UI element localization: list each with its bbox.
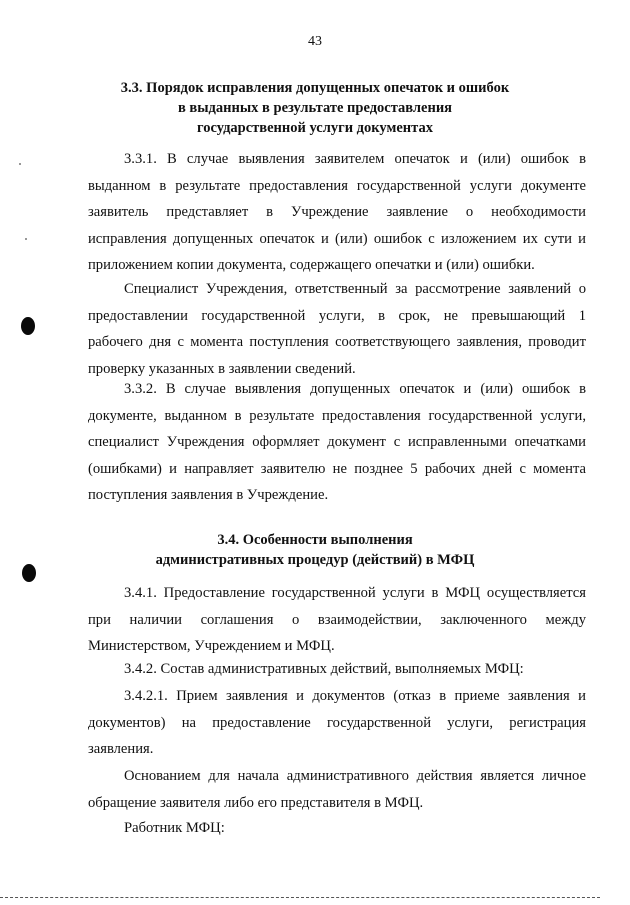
text-line: предоставлении государственной услуги, в срок, не превышающий 1 bbox=[88, 307, 586, 324]
title-line: административных процедур (действий) в МФЦ bbox=[155, 552, 475, 568]
text-line: приложением копии документа, содержащего опечатки и (или) ошибки. bbox=[88, 257, 535, 273]
paragraph-3-4-2-1 bbox=[88, 683, 586, 763]
title-line: в выданных в результате предоставления bbox=[177, 100, 453, 116]
punch-hole-mark bbox=[21, 317, 35, 335]
text-line: исправления допущенных опечаток и (или) ошибок с изложением их сути и bbox=[88, 230, 586, 247]
text-line: 3.4.2. Состав административных действий, выполняемых МФЦ: bbox=[124, 661, 524, 677]
text-line: специалист Учреждения оформляет документ с исправленными опечатками bbox=[88, 434, 586, 450]
paragraph-specialist bbox=[88, 276, 586, 382]
title-line: 3.3. Порядок исправления допущенных опечаток и ошибок bbox=[120, 80, 510, 96]
text-line: 3.3.2. В случае выявления допущенных опечаток и (или) ошибок в bbox=[124, 381, 586, 397]
section-3-4-title bbox=[0, 530, 630, 570]
text-line: Работник МФЦ: bbox=[124, 820, 225, 836]
text-line: обращение заявителя либо его представителя в МФЦ. bbox=[88, 794, 424, 811]
text-line: проверку указанных в заявлении сведений. bbox=[88, 360, 356, 377]
text-line: Министерством, Учреждением и МФЦ. bbox=[88, 638, 335, 654]
bottom-edge-line bbox=[0, 897, 600, 898]
paragraph-worker bbox=[88, 815, 586, 842]
text-line: 3.4.1. Предоставление государственной услуги в МФЦ осуществляется bbox=[124, 585, 586, 601]
text-line: Специалист Учреждения, ответственный за рассмотрение заявлений о bbox=[124, 281, 586, 297]
text-line: поступления заявления в Учреждение. bbox=[88, 487, 329, 503]
text-line: (ошибками) и направляет заявителю не позднее 5 рабочих дней с момента bbox=[88, 460, 586, 477]
text-line: документов) на предоставление государственной услуги, регистрация bbox=[88, 714, 586, 731]
paragraph-3-3-2 bbox=[88, 376, 586, 509]
title-line: государственной услуги документах bbox=[197, 120, 433, 136]
text-line: 3.3.1. В случае выявления заявителем опечаток и (или) ошибок в bbox=[124, 151, 586, 167]
paragraph-3-3-1 bbox=[88, 146, 586, 279]
page-number: 43 bbox=[308, 34, 322, 49]
text-line: заявитель представляет в Учреждение заявление о необходимости bbox=[88, 204, 586, 220]
text-line: Основанием для начала административного действия является личное bbox=[124, 768, 586, 784]
text-line: заявления. bbox=[88, 741, 154, 757]
paragraph-3-4-2 bbox=[88, 656, 586, 683]
text-line: выданном в результате предоставления государственной услуги документе bbox=[88, 177, 586, 194]
text-line: документе, выданном в результате предоставления государственной услуги, bbox=[88, 407, 586, 424]
punch-hole-mark bbox=[22, 564, 36, 582]
paragraph-3-4-1 bbox=[88, 580, 586, 660]
text-line: 3.4.2.1. Прием заявления и документов (отказ в приеме заявления и bbox=[124, 688, 586, 704]
text-line: при наличии соглашения о взаимодействии, заключенного между bbox=[88, 611, 586, 628]
section-3-3-title bbox=[0, 78, 630, 138]
scan-speck bbox=[19, 163, 21, 165]
paragraph-basis bbox=[88, 763, 586, 816]
title-line: 3.4. Особенности выполнения bbox=[217, 532, 413, 548]
text-line: рабочего дня с момента поступления соответствующего заявления, проводит bbox=[88, 334, 586, 350]
scan-speck bbox=[25, 238, 27, 240]
